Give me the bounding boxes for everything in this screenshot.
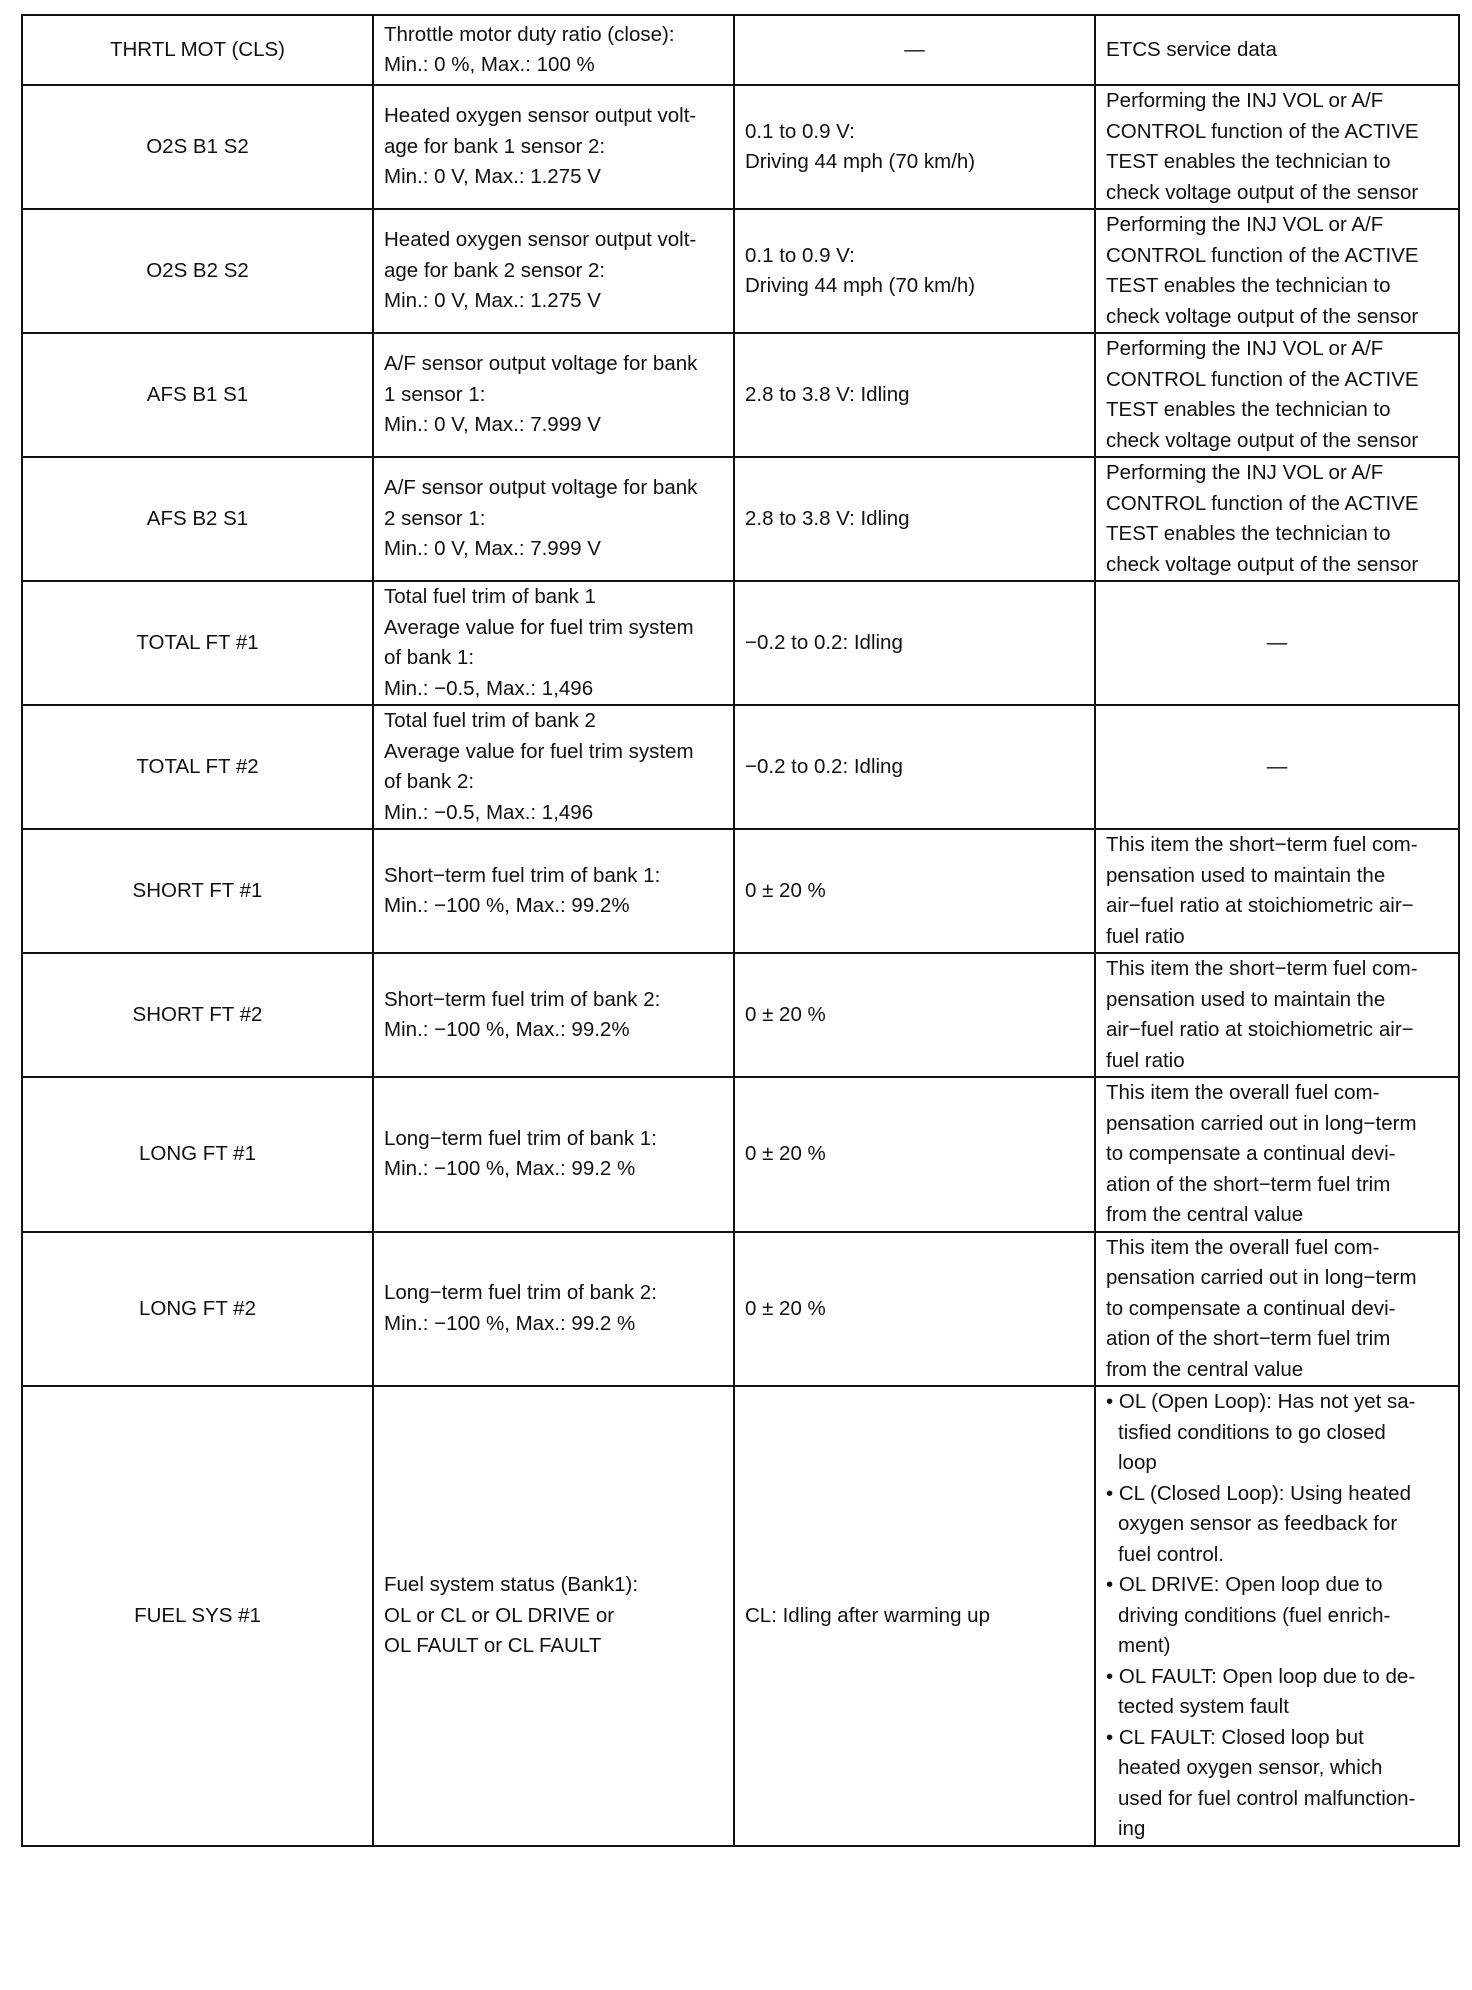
measurement-cell-line: A/F sensor output voltage for bank	[384, 476, 698, 500]
measurement-cell-line: 1 sensor 1:	[384, 382, 486, 406]
diagnostic-note-cell	[1095, 829, 1459, 953]
diagnostic-note-cell-line: ation of the short−term fuel trim	[1106, 1327, 1391, 1350]
measurement-cell-line: Long−term fuel trim of bank 1:	[384, 1126, 657, 1150]
list-item-line: loop	[1118, 1451, 1157, 1474]
tester-display-cell: THRTL MOT (CLS)	[22, 15, 373, 85]
measurement-cell-line: Min.: 0 %, Max.: 100 %	[384, 53, 595, 76]
list-item-line: • CL FAULT: Closed loop but	[1106, 1725, 1364, 1749]
measurement-cell-line: Min.: −100 %, Max.: 99.2%	[384, 1018, 630, 1041]
diagnostic-note-cell-line: This item the overall fuel com-	[1106, 1081, 1380, 1104]
measurement-cell-line: age for bank 1 sensor 2:	[384, 134, 606, 158]
diagnostic-note-cell-line: This item the short−term fuel com-	[1106, 957, 1418, 980]
measurement-cell-line: Short−term fuel trim of bank 2:	[384, 987, 661, 1011]
measurement-cell-line: A/F sensor output voltage for bank	[384, 352, 698, 376]
measurement-cell-line: 2 sensor 1:	[384, 506, 486, 530]
measurement-cell	[373, 15, 734, 85]
diagnostic-note-cell	[1095, 581, 1459, 705]
list-item	[1106, 1662, 1448, 1723]
measurement-cell-line: Min.: 0 V, Max.: 1.275 V	[384, 289, 601, 313]
list-item-line: • OL DRIVE: Open loop due to	[1106, 1573, 1383, 1596]
measurement-cell-line: Min.: −100 %, Max.: 99.2 %	[384, 1157, 636, 1181]
table-row	[22, 85, 1459, 209]
measurement-cell	[373, 85, 734, 209]
data-list-table	[21, 14, 1460, 1847]
diagnostic-note-cell-line: CONTROL function of the ACTIVE	[1106, 491, 1419, 515]
diagnostic-note-cell-line: TEST enables the technician to	[1106, 150, 1391, 173]
measurement-cell-line: Fuel system status (Bank1):	[384, 1573, 639, 1596]
measurement-cell-line: Min.: 0 V, Max.: 1.275 V	[384, 165, 601, 189]
normal-condition-cell	[734, 953, 1095, 1077]
diagnostic-note-cell-line: from the central value	[1106, 1203, 1304, 1226]
normal-condition-cell-line: CL: Idling after warming up	[745, 1603, 990, 1627]
measurement-cell-line: Min.: −100 %, Max.: 99.2%	[384, 894, 630, 917]
diagnostic-note-cell	[1095, 1386, 1459, 1846]
measurement-cell-line: of bank 2:	[384, 770, 475, 793]
diagnostic-note-cell-line: Performing the INJ VOL or A/F	[1106, 89, 1384, 112]
measurement-cell-line: age for bank 2 sensor 2:	[384, 258, 606, 282]
diagnostic-note-cell-line: TEST enables the technician to	[1106, 274, 1391, 297]
tester-display-cell: AFS B1 S1	[22, 333, 373, 457]
tester-display-cell: AFS B2 S1	[22, 457, 373, 581]
normal-condition-cell	[734, 457, 1095, 581]
normal-condition-cell-line: —	[904, 37, 925, 61]
measurement-cell-line: Total fuel trim of bank 1	[384, 585, 596, 608]
measurement-cell-line: Min.: 0 V, Max.: 7.999 V	[384, 413, 601, 437]
diagnostic-note-cell	[1095, 209, 1459, 333]
measurement-cell	[373, 1386, 734, 1846]
diagnostic-note-cell	[1095, 85, 1459, 209]
measurement-cell-line: Min.: −0.5, Max.: 1,496	[384, 676, 594, 700]
diagnostic-note-cell-line: pensation carried out in long−term	[1106, 1266, 1417, 1289]
tester-display-cell: LONG FT #2	[22, 1232, 373, 1387]
measurement-cell	[373, 1077, 734, 1232]
table-row	[22, 953, 1459, 1077]
diagnostic-note-cell-line: to compensate a continual devi-	[1106, 1142, 1396, 1165]
data-list-rows	[22, 15, 1459, 1846]
normal-condition-cell-line: 0 ± 20 %	[745, 878, 826, 902]
diagnostic-note-cell-line: pensation carried out in long−term	[1106, 1111, 1417, 1135]
normal-condition-cell-line: 0 ± 20 %	[745, 1002, 826, 1026]
diagnostic-note-cell-line: check voltage output of the sensor	[1106, 552, 1419, 576]
measurement-cell	[373, 457, 734, 581]
tester-display-cell: O2S B1 S2	[22, 85, 373, 209]
normal-condition-cell-line: 2.8 to 3.8 V: Idling	[745, 382, 910, 406]
diagnostic-note-cell	[1095, 15, 1459, 85]
measurement-cell	[373, 1232, 734, 1387]
table-row	[22, 457, 1459, 581]
diagnostic-note-cell-line: ETCS service data	[1106, 37, 1277, 61]
measurement-cell	[373, 829, 734, 953]
data-list-sheet	[21, 14, 1460, 1847]
measurement-cell-line: Long−term fuel trim of bank 2:	[384, 1281, 657, 1305]
list-item-line: oxygen sensor as feedback for	[1118, 1512, 1398, 1535]
diagnostic-note-cell-line: This item the short−term fuel com-	[1106, 833, 1418, 856]
normal-condition-cell-line: −0.2 to 0.2: Idling	[745, 630, 903, 654]
normal-condition-cell-line: 0 ± 20 %	[745, 1142, 826, 1165]
list-item-line: • CL (Closed Loop): Using heated	[1106, 1481, 1411, 1505]
table-row	[22, 333, 1459, 457]
table-row	[22, 209, 1459, 333]
diagnostic-note-cell	[1095, 953, 1459, 1077]
measurement-cell-line: Min.: −0.5, Max.: 1,496	[384, 800, 594, 824]
list-item-line: ment)	[1118, 1634, 1171, 1657]
diagnostic-note-cell-line: air−fuel ratio at stoichiometric air−	[1106, 894, 1414, 917]
diagnostic-note-cell-line: —	[1266, 630, 1288, 654]
table-row	[22, 581, 1459, 705]
diagnostic-note-cell	[1095, 705, 1459, 829]
list-item	[1106, 1723, 1448, 1845]
list-item	[1106, 1387, 1448, 1479]
diagnostic-note-cell-line: This item the overall fuel com-	[1106, 1235, 1380, 1259]
list-item	[1106, 1479, 1448, 1571]
measurement-cell	[373, 581, 734, 705]
normal-condition-cell	[734, 1232, 1095, 1387]
diagnostic-note-cell-line: to compensate a continual devi-	[1106, 1296, 1396, 1320]
normal-condition-cell-line: 0.1 to 0.9 V:	[745, 243, 855, 267]
diagnostic-note-cell-line: check voltage output of the sensor	[1106, 428, 1419, 452]
table-row	[22, 1077, 1459, 1232]
normal-condition-cell	[734, 85, 1095, 209]
diagnostic-note-cell-line: check voltage output of the sensor	[1106, 304, 1419, 328]
table-row	[22, 829, 1459, 953]
measurement-cell-line: Average value for fuel trim system	[384, 739, 694, 763]
measurement-cell	[373, 953, 734, 1077]
diagnostic-note-cell-line: air−fuel ratio at stoichiometric air−	[1106, 1018, 1414, 1041]
diagnostic-note-cell	[1095, 1077, 1459, 1232]
tester-display-cell: SHORT FT #2	[22, 953, 373, 1077]
normal-condition-cell	[734, 705, 1095, 829]
normal-condition-cell-line: 0 ± 20 %	[745, 1296, 826, 1320]
normal-condition-cell	[734, 209, 1095, 333]
diagnostic-note-cell-line: Performing the INJ VOL or A/F	[1106, 213, 1384, 236]
normal-condition-cell-line: Driving 44 mph (70 km/h)	[745, 274, 976, 297]
tester-display-cell: SHORT FT #1	[22, 829, 373, 953]
diagnostic-note-cell-line: from the central value	[1106, 1357, 1304, 1381]
tester-display-cell: LONG FT #1	[22, 1077, 373, 1232]
measurement-cell-line: Short−term fuel trim of bank 1:	[384, 863, 661, 887]
list-item-line: tisfied conditions to go closed	[1118, 1420, 1386, 1444]
diagnostic-note-cell-line: fuel ratio	[1106, 924, 1185, 948]
table-row	[22, 15, 1459, 85]
measurement-cell-line: OL FAULT or CL FAULT	[384, 1634, 602, 1657]
diagnostic-note-cell-line: ation of the short−term fuel trim	[1106, 1172, 1391, 1196]
normal-condition-cell	[734, 1077, 1095, 1232]
list-item-line: • OL FAULT: Open loop due to de-	[1106, 1664, 1416, 1688]
table-row	[22, 1232, 1459, 1387]
list-item-line: heated oxygen sensor, which	[1118, 1756, 1383, 1779]
diagnostic-note-cell-line: TEST enables the technician to	[1106, 522, 1391, 545]
list-item-line: used for fuel control malfunction-	[1118, 1786, 1416, 1810]
measurement-cell-line: Total fuel trim of bank 2	[384, 709, 596, 732]
normal-condition-cell-line: −0.2 to 0.2: Idling	[745, 754, 903, 778]
measurement-cell-line: Min.: −100 %, Max.: 99.2 %	[384, 1311, 636, 1335]
normal-condition-cell	[734, 1386, 1095, 1846]
list-item-line: driving conditions (fuel enrich-	[1118, 1603, 1391, 1627]
normal-condition-cell	[734, 581, 1095, 705]
diagnostic-note-cell-line: fuel ratio	[1106, 1048, 1185, 1072]
list-item-line: • OL (Open Loop): Has not yet sa-	[1106, 1390, 1416, 1413]
measurement-cell-line: Heated oxygen sensor output volt-	[384, 228, 697, 252]
normal-condition-cell-line: 2.8 to 3.8 V: Idling	[745, 506, 910, 530]
diagnostic-note-cell-line: Performing the INJ VOL or A/F	[1106, 461, 1384, 484]
normal-condition-cell	[734, 829, 1095, 953]
diagnostic-note-cell-line: TEST enables the technician to	[1106, 398, 1391, 421]
diagnostic-note-cell	[1095, 1232, 1459, 1387]
fuel-status-list	[1106, 1387, 1448, 1845]
list-item-line: tected system fault	[1118, 1695, 1289, 1718]
tester-display-cell: TOTAL FT #2	[22, 705, 373, 829]
tester-display-cell: O2S B2 S2	[22, 209, 373, 333]
list-item	[1106, 1570, 1448, 1662]
diagnostic-note-cell-line: Performing the INJ VOL or A/F	[1106, 337, 1384, 360]
diagnostic-note-cell	[1095, 333, 1459, 457]
normal-condition-cell	[734, 15, 1095, 85]
normal-condition-cell-line: Driving 44 mph (70 km/h)	[745, 150, 976, 173]
tester-display-cell: FUEL SYS #1	[22, 1386, 373, 1846]
normal-condition-cell	[734, 333, 1095, 457]
measurement-cell-line: OL or CL or OL DRIVE or	[384, 1603, 615, 1627]
diagnostic-note-cell	[1095, 457, 1459, 581]
table-row	[22, 1386, 1459, 1846]
diagnostic-note-cell-line: CONTROL function of the ACTIVE	[1106, 243, 1419, 267]
tester-display-cell: TOTAL FT #1	[22, 581, 373, 705]
diagnostic-note-cell-line: —	[1266, 754, 1288, 778]
normal-condition-cell-line: 0.1 to 0.9 V:	[745, 119, 855, 143]
measurement-cell	[373, 705, 734, 829]
list-item-line: ing	[1118, 1817, 1146, 1840]
diagnostic-note-cell-line: check voltage output of the sensor	[1106, 180, 1419, 204]
measurement-cell-line: of bank 1:	[384, 646, 475, 669]
measurement-cell-line: Heated oxygen sensor output volt-	[384, 104, 697, 128]
measurement-cell	[373, 209, 734, 333]
diagnostic-note-cell-line: pensation used to maintain the	[1106, 987, 1386, 1011]
measurement-cell	[373, 333, 734, 457]
diagnostic-note-cell-line: pensation used to maintain the	[1106, 863, 1386, 887]
table-row	[22, 705, 1459, 829]
diagnostic-note-cell-line: CONTROL function of the ACTIVE	[1106, 367, 1419, 391]
measurement-cell-line: Throttle motor duty ratio (close):	[384, 22, 675, 46]
diagnostic-note-cell-line: CONTROL function of the ACTIVE	[1106, 119, 1419, 143]
measurement-cell-line: Average value for fuel trim system	[384, 615, 694, 639]
list-item-line: fuel control.	[1118, 1542, 1224, 1566]
measurement-cell-line: Min.: 0 V, Max.: 7.999 V	[384, 537, 601, 561]
